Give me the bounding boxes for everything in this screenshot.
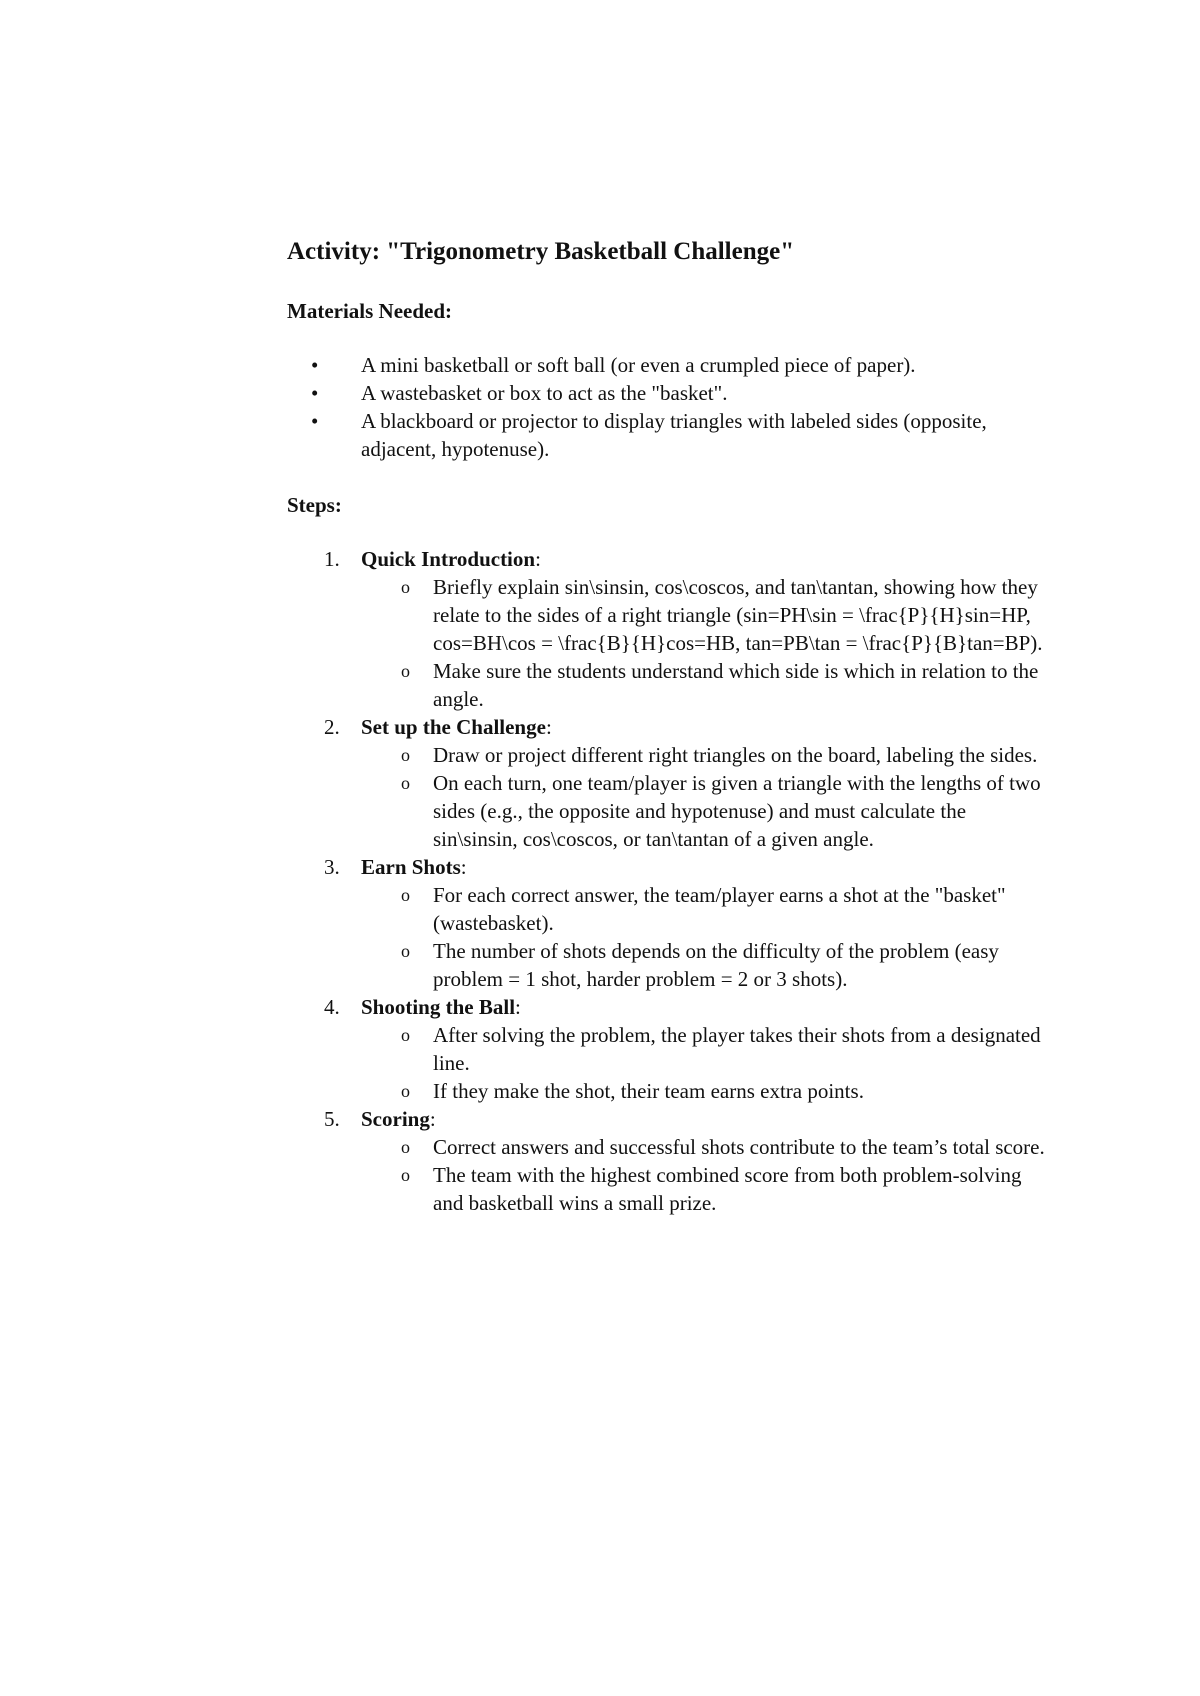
page-title: Activity: "Trigonometry Basketball Challenge" bbox=[287, 238, 795, 265]
bullet-icon: • bbox=[311, 409, 319, 433]
sub-item: o Briefly explain sin\sinsin, cos\coscos, and tan\tantan, showing how they relate to the sides of a right triangle (sin=PH\sin = \frac{P}{H}sin=HP, cos=BH\cos = \frac{B}{H}cos=HB, tan=PB\tan = \frac{P}{B}tan=BP). bbox=[401, 575, 1043, 655]
sub-item: o If they make the shot, their team earns extra points. bbox=[401, 1079, 864, 1103]
step-item: 2. Set up the Challenge: o Draw or project different right triangles on the board, labeling the sides. o On each turn, one team/player is given a triangle with the lengths of two sides (e.g., the opposite and hypotenuse) and must calculate the sin\sinsin, cos\coscos, or tan\tantan of a given angle. bbox=[287, 713, 1047, 853]
list-item: • A mini basketball or soft ball (or even a crumpled piece of paper). bbox=[311, 353, 916, 377]
list-item: • A blackboard or projector to display triangles with labeled sides (opposite, adjacent, hypotenuse). bbox=[311, 409, 987, 461]
sub-item: o Make sure the students understand which side is which in relation to the angle. bbox=[401, 659, 1039, 711]
step-title: Scoring bbox=[361, 1107, 430, 1131]
sub-item: o Draw or project different right triangles on the board, labeling the sides. bbox=[401, 743, 1038, 767]
sub-item: o For each correct answer, the team/player earns a shot at the "basket" (wastebasket). bbox=[401, 883, 1006, 935]
sub-item: o On each turn, one team/player is given a triangle with the lengths of two sides (e.g., the opposite and hypotenuse) and must calculate the sin\sinsin, cos\coscos, or tan\tantan of a given angle. bbox=[401, 771, 1041, 851]
materials-list bbox=[287, 351, 1047, 463]
circle-bullet-icon: o bbox=[401, 1137, 410, 1157]
step-item: 3. Earn Shots: o For each correct answer, the team/player earns a shot at the "basket" (wastebasket). o The number of shots depends on the difficulty of the problem (easy problem = 1 shot, harder problem = 2 or 3 shots). bbox=[287, 853, 1047, 993]
sub-list bbox=[361, 573, 1047, 713]
step-title: Set up the Challenge bbox=[361, 715, 546, 739]
circle-bullet-icon: o bbox=[401, 745, 410, 765]
step-item: 1. Quick Introduction: o Briefly explain sin\sinsin, cos\coscos, and tan\tantan, showing how they relate to the sides of a right triangle (sin=PH\sin = \frac{P}{H}sin=HP, cos=BH\cos = \frac{B}{H}cos=HB, tan=PB\tan = \frac{P}{B}tan=BP). o Make sure the students understand which side is which in relation to the angle. bbox=[287, 545, 1047, 713]
step-number: 1. bbox=[324, 547, 340, 571]
sub-item: o The team with the highest combined score from both problem-solving and basketball wins a small prize. bbox=[401, 1163, 1022, 1215]
steps-heading: Steps: bbox=[287, 493, 342, 517]
step-number: 5. bbox=[324, 1107, 340, 1131]
circle-bullet-icon: o bbox=[401, 1081, 410, 1101]
sub-list bbox=[361, 1021, 1047, 1105]
step-title: Earn Shots bbox=[361, 855, 461, 879]
step-item: 4. Shooting the Ball: o After solving the problem, the player takes their shots from a designated line. o If they make the shot, their team earns extra points. bbox=[287, 993, 1047, 1105]
step-number: 3. bbox=[324, 855, 340, 879]
materials-heading: Materials Needed: bbox=[287, 299, 453, 323]
sub-list bbox=[361, 741, 1047, 853]
bullet-icon: • bbox=[311, 353, 319, 377]
sub-item: o The number of shots depends on the difficulty of the problem (easy problem = 1 shot, harder problem = 2 or 3 shots). bbox=[401, 939, 999, 991]
sub-list bbox=[361, 881, 1047, 993]
circle-bullet-icon: o bbox=[401, 661, 410, 681]
list-item: • A wastebasket or box to act as the "basket". bbox=[311, 381, 728, 405]
step-title: Quick Introduction bbox=[361, 547, 536, 571]
step-number: 4. bbox=[324, 995, 340, 1019]
document-page bbox=[287, 234, 1047, 1217]
bullet-icon: • bbox=[311, 381, 319, 405]
step-title: Shooting the Ball bbox=[361, 995, 516, 1019]
steps-list bbox=[287, 545, 1047, 1217]
circle-bullet-icon: o bbox=[401, 773, 410, 793]
circle-bullet-icon: o bbox=[401, 885, 410, 905]
circle-bullet-icon: o bbox=[401, 1025, 410, 1045]
circle-bullet-icon: o bbox=[401, 1165, 410, 1185]
circle-bullet-icon: o bbox=[401, 941, 410, 961]
step-number: 2. bbox=[324, 715, 340, 739]
step-item: 5. Scoring: o Correct answers and successful shots contribute to the team’s total score. o The team with the highest combined score from both problem-solving and basketball wins a small prize. bbox=[287, 1105, 1047, 1217]
circle-bullet-icon: o bbox=[401, 577, 410, 597]
sub-list bbox=[361, 1133, 1047, 1217]
sub-item: o After solving the problem, the player takes their shots from a designated line. bbox=[401, 1023, 1041, 1075]
sub-item: o Correct answers and successful shots contribute to the team’s total score. bbox=[401, 1135, 1045, 1159]
